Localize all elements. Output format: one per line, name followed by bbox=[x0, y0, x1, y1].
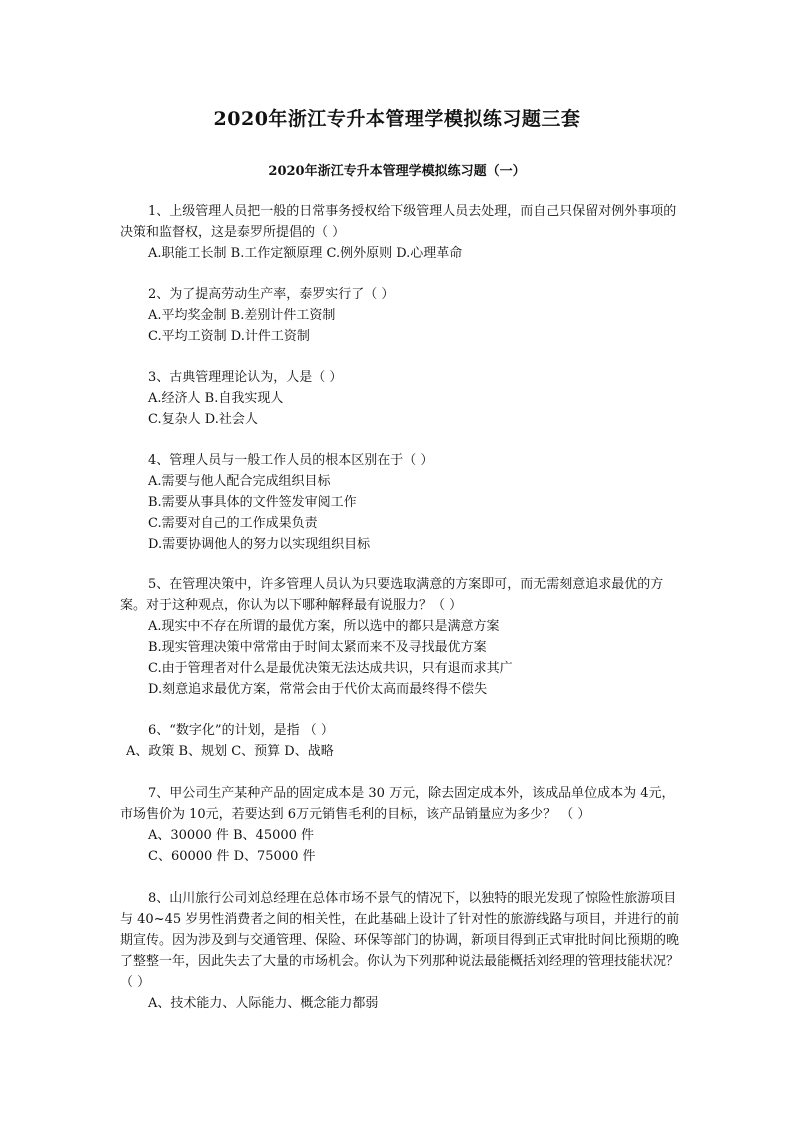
question-3 bbox=[120, 367, 680, 430]
question-option: B.现实管理决策中常常由于时间太紧而来不及寻找最优方案 bbox=[148, 640, 487, 655]
question-stem: 1、上级管理人员把一般的日常事务授权给下级管理人员去处理，而自己只保留对例外事项的决策和监督权，这是泰罗所提倡的（ ） bbox=[120, 204, 677, 240]
question-option: C、60000 件 D、75000 件 bbox=[148, 849, 316, 864]
question-option: C.需要对自己的工作成果负责 bbox=[148, 516, 318, 531]
question-option: D.需要协调他人的努力以实现组织目标 bbox=[148, 537, 371, 552]
question-7 bbox=[120, 783, 680, 867]
question-stem: 4、管理人员与一般工作人员的根本区别在于（ ） bbox=[148, 453, 434, 468]
question-5 bbox=[120, 574, 680, 700]
question-stem: 3、古典管理理论认为，人是（ ） bbox=[148, 370, 343, 385]
question-4 bbox=[120, 450, 680, 555]
question-stem: 5、在管理决策中，许多管理人员认为只要选取满意的方案即可，而无需刻意追求最优的方案。对于这种观点，你认为以下哪种解释最有说服力？（ ） bbox=[120, 577, 664, 613]
question-option: D.刻意追求最优方案，常常会由于代价太高而最终得不偿失 bbox=[148, 682, 488, 697]
question-option: B.需要从事具体的文件签发审阅工作 bbox=[148, 495, 357, 510]
question-option: C.平均工资制 D.计件工资制 bbox=[148, 329, 310, 344]
question-option: A、30000 件 B、45000 件 bbox=[148, 828, 315, 843]
question-option: A.需要与他人配合完成组织目标 bbox=[148, 474, 331, 489]
question-option: A、政策 B、规划 C、预算 D、战略 bbox=[126, 744, 334, 759]
question-1 bbox=[120, 201, 680, 264]
document-subtitle: 2020年浙江专升本管理学模拟练习题（一） bbox=[268, 164, 526, 179]
question-option: A.经济人 B.自我实现人 bbox=[148, 391, 284, 406]
question-6 bbox=[120, 720, 680, 762]
question-2 bbox=[120, 284, 680, 347]
question-option: C.复杂人 D.社会人 bbox=[148, 412, 258, 427]
question-stem: 8、山川旅行公司刘总经理在总体市场不景气的情况下，以独特的眼光发现了惊险性旅游项目与 40~45 岁男性消费者之间的相关性，在此基础上设计了针对性的旅游线路与项目，并进行的前期宣传。因为涉及到与交通管理、保险、环保等部门的协调，新项目得到正式审批时间比预期的晚了整整一年，因此失去了大量的市场机会。你认为下列那种说法最能概括刘经理的管理技能状况？ （ ） bbox=[120, 891, 680, 990]
question-option: A.职能工长制 B.工作定额原理 C.例外原则 D.心理革命 bbox=[148, 246, 463, 261]
question-stem: 7、甲公司生产某种产品的固定成本是 30 万元，除去固定成本外，该成品单位成本为 4元，市场售价为 10元，若要达到 6万元销售毛利的目标，该产品销量应为多少？ （ ） bbox=[120, 786, 675, 822]
question-8 bbox=[120, 888, 680, 1014]
document-title: 2020年浙江专升本管理学模拟练习题三套 bbox=[213, 108, 581, 130]
question-stem: 6、“数字化”的计划，是指 （ ） bbox=[148, 723, 334, 738]
question-option: C.由于管理者对什么是最优决策无法达成共识，只有退而求其广 bbox=[148, 661, 513, 676]
question-option: A、技术能力、人际能力、概念能力都弱 bbox=[148, 996, 379, 1011]
question-stem: 2、为了提高劳动生产率，泰罗实行了（ ） bbox=[148, 287, 395, 302]
question-option: A.现实中不存在所谓的最优方案，所以选中的都只是满意方案 bbox=[148, 619, 500, 634]
question-option: A.平均奖金制 B.差别计件工资制 bbox=[148, 308, 336, 323]
